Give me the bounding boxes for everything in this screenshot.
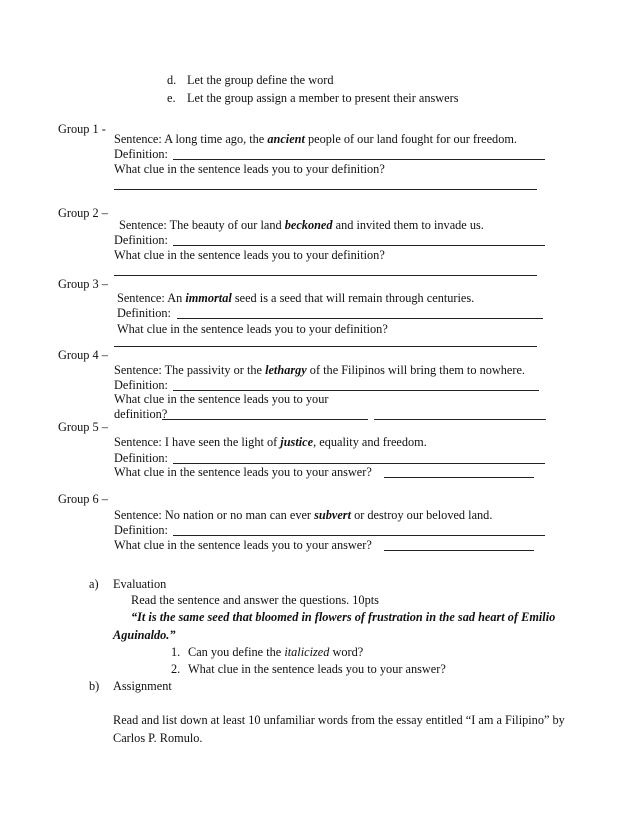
group-6-definition-blank[interactable] [173,535,545,536]
group-6-sentence: Sentence: No nation or no man can ever subvert or destroy our beloved land. [114,508,493,522]
assignment-title: Assignment [113,679,172,693]
question-2-marker: 2. [171,662,181,676]
question-1-text: Can you define the italicized word? [188,645,364,659]
group-4-label: Group 4 – [58,348,108,362]
group-2-clue-question: What clue in the sentence leads you to your definition? [114,248,385,262]
step-d-marker: d. [167,73,177,87]
group-5-definition-blank[interactable] [173,463,545,464]
italicized-word: italicized [284,645,330,659]
assignment-line1: Read and list down at least 10 unfamiliar words from the essay entitled “I am a Filipino” by [113,713,565,727]
group-3-definition-blank[interactable] [177,318,543,319]
group-3-clue-question: What clue in the sentence leads you to your definition? [117,322,388,336]
group-2-definition-blank[interactable] [173,245,545,246]
group-5-vocab-word: justice [280,435,314,449]
group-5-clue-blank[interactable] [384,477,534,478]
group-3-label: Group 3 – [58,277,108,291]
group-3-vocab-word: immortal [185,291,232,305]
group-6-vocab-word: subvert [314,508,352,522]
step-e-text: Let the group assign a member to present their answers [187,91,459,105]
group-4-sentence: Sentence: The passivity or the lethargy of the Filipinos will bring them to nowhere. [114,363,525,377]
group-5-sentence: Sentence: I have seen the light of justice, equality and freedom. [114,435,427,449]
step-d-text: Let the group define the word [187,73,334,87]
group-1-label: Group 1 - [58,122,106,136]
group-4-definition-blank[interactable] [173,390,539,391]
group-2-vocab-word: beckoned [284,218,333,232]
group-5-label: Group 5 – [58,420,108,434]
group-3-sentence: Sentence: An immortal seed is a seed that will remain through centuries. [117,291,475,305]
group-4-clue-question-line1: What clue in the sentence leads you to your [114,392,329,406]
evaluation-title: Evaluation [113,577,167,591]
group-6-label: Group 6 – [58,492,108,506]
step-e-marker: e. [167,91,176,105]
group-1-vocab-word: ancient [267,132,305,146]
group-3-definition-label: Definition: [117,306,171,320]
question-2-text: What clue in the sentence leads you to your answer? [188,662,446,676]
question-1-marker: 1. [171,645,181,659]
assignment-line2: Carlos P. Romulo. [113,731,203,745]
group-1-sentence: Sentence: A long time ago, the ancient people of our land fought for our freedom. [114,132,517,146]
group-1-definition-label: Definition: [114,147,168,161]
group-2-label: Group 2 – [58,206,108,220]
group-2-clue-blank[interactable] [114,275,537,276]
group-1-clue-blank[interactable] [114,189,537,190]
group-4-clue-blank-a[interactable] [162,419,368,420]
group-5-definition-label: Definition: [114,451,168,465]
evaluation-marker: a) [89,577,99,591]
assignment-marker: b) [89,679,100,693]
group-4-clue-question-line2: definition? [114,407,168,421]
group-5-clue-question: What clue in the sentence leads you to your answer? [114,465,372,479]
group-4-definition-label: Definition: [114,378,168,392]
group-6-clue-blank[interactable] [384,550,534,551]
group-1-definition-blank[interactable] [173,159,545,160]
evaluation-instruction: Read the sentence and answer the questions. 10pts [131,593,379,607]
evaluation-quote-line2: Aguinaldo.” [113,628,176,642]
group-2-definition-label: Definition: [114,233,168,247]
group-4-clue-blank-b[interactable] [374,419,546,420]
group-6-definition-label: Definition: [114,523,168,537]
group-1-clue-question: What clue in the sentence leads you to your definition? [114,162,385,176]
evaluation-quote-line1: “It is the same seed that bloomed in flowers of frustration in the sad heart of Emilio [131,610,556,624]
group-4-vocab-word: lethargy [265,363,307,377]
group-3-clue-blank[interactable] [114,346,537,347]
group-2-sentence: Sentence: The beauty of our land beckoned and invited them to invade us. [119,218,484,232]
group-6-clue-question: What clue in the sentence leads you to your answer? [114,538,372,552]
